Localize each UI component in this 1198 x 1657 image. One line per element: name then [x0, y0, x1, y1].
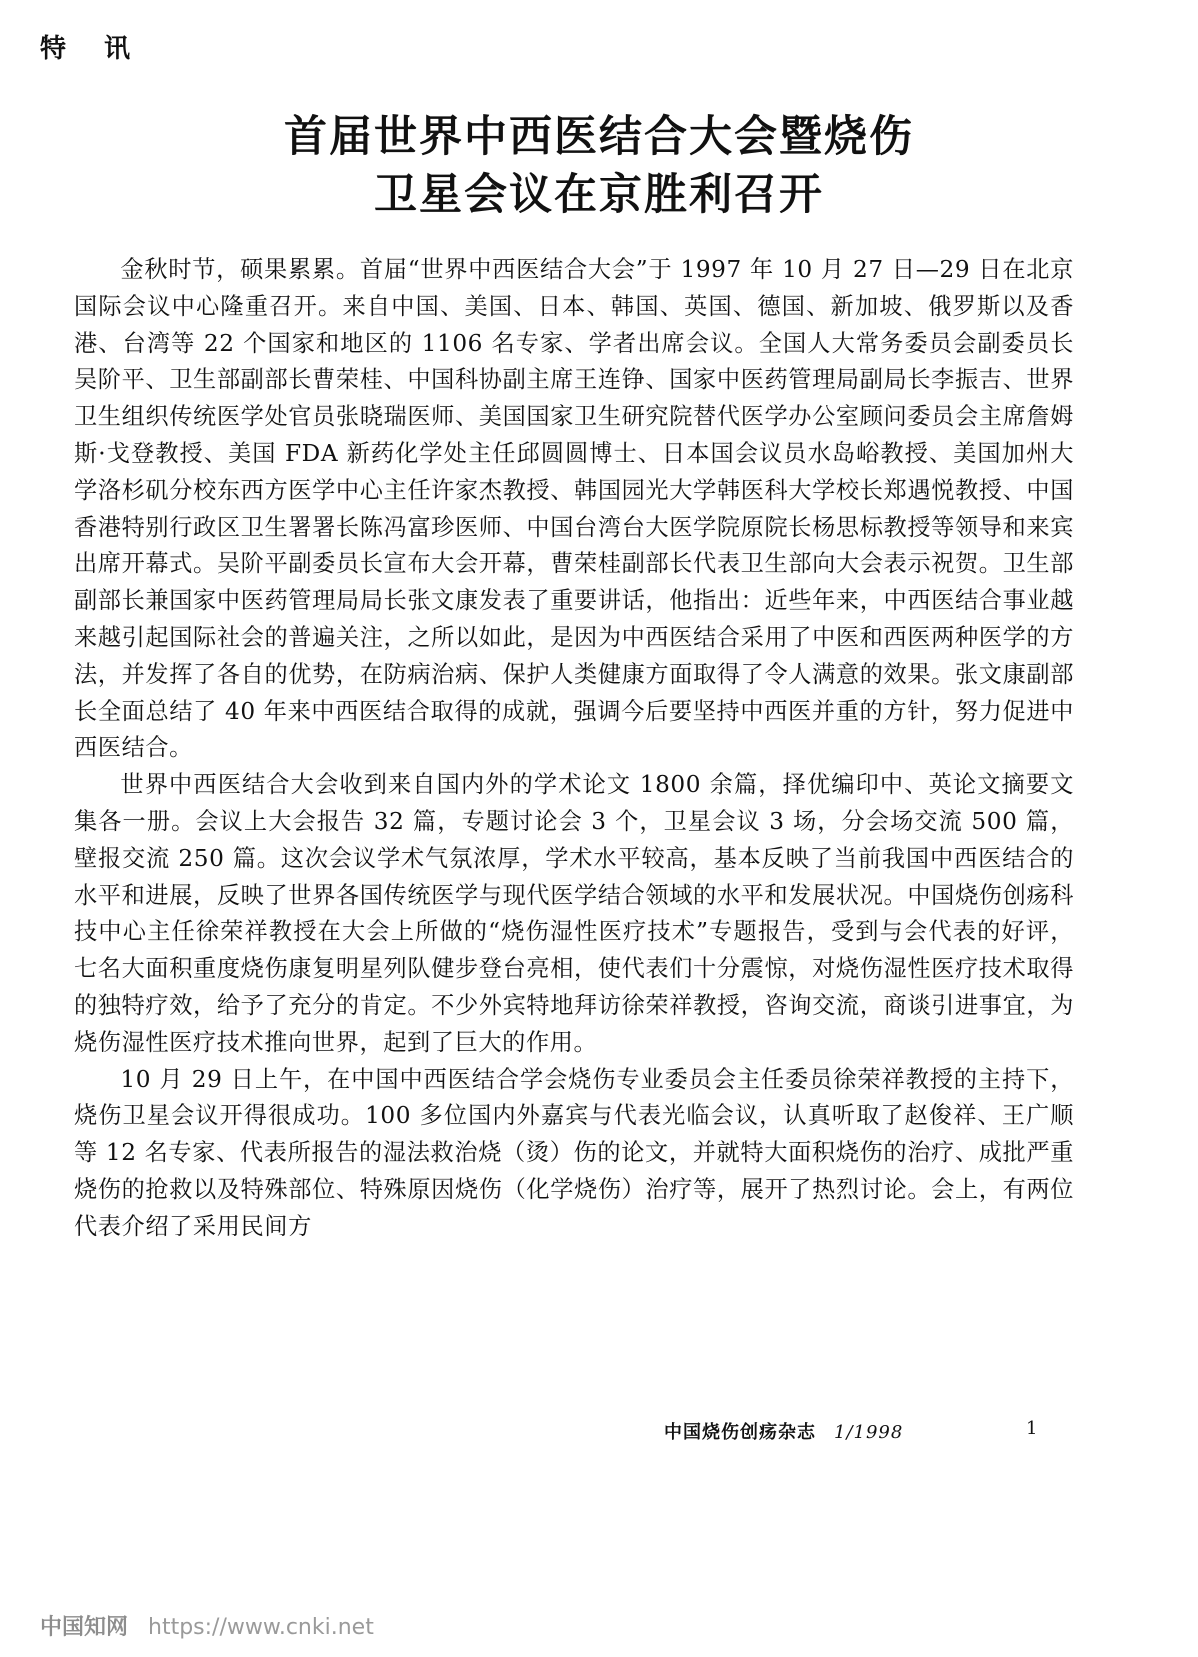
article-paragraph-2: 世界中西医结合大会收到来自国内外的学术论文 1800 余篇，择优编印中、英论文摘要文集各一册。会议上大会报告 32 篇，专题讨论会 3 个，卫星会议 3 场，分会场交流 500 篇，壁报交流 250 篇。这次会议学术气氛浓厚，学术水平较高，基本反映了当前我国中西医结合的水平和进展，反映了世界各国传统医学与现代医学结合领域的水平和发展状况。中国烧伤创疡科技中心主任徐荣祥教授在大会上所做的“烧伤湿性医疗技术”专题报告，受到与会代表的好评，七名大面积重度烧伤康复明星列队健步登台亮相，使代表们十分震惊，对烧伤湿性医疗技术取得的独特疗效，给予了充分的肯定。不少外宾特地拜访徐荣祥教授，咨询交流，商谈引进事宜，为烧伤湿性医疗技术推向世界，起到了巨大的作用。	[74, 771, 1074, 1056]
article-title	[0, 108, 1198, 224]
page-number: 1	[1026, 1418, 1038, 1439]
article-title-line-2: 卫星会议在京胜利召开	[374, 170, 824, 220]
article-body	[74, 252, 1074, 1246]
article-paragraph-1: 金秋时节，硕果累累。首届“世界中西医结合大会”于 1997 年 10 月 27 日—29 日在北京国际会议中心隆重召开。来自中国、美国、日本、韩国、英国、德国、新加坡、俄罗斯以及香港、台湾等 22 个国家和地区的 1106 名专家、学者出席会议。全国人大常务委员会副委员长吴阶平、卫生部副部长曹荣桂、中国科协副主席王连铮、国家中医药管理局副局长李振吉、世界卫生组织传统医学处官员张晓瑞医师、美国国家卫生研究院替代医学办公室顾问委员会主席詹姆斯·戈登教授、美国 FDA 新药化学处主任邱圆圆博士、日本国会议员水岛峪教授、美国加州大学洛杉矶分校东西方医学中心主任许家杰教授、韩国园光大学韩医科大学校长郑遇悦教授、中国香港特别行政区卫生署署长陈冯富珍医师、中国台湾台大医学院原院长杨思标教授等领导和来宾出席开幕式。吴阶平副委员长宣布大会开幕，曹荣桂副部长代表卫生部向大会表示祝贺。卫生部副部长兼国家中医药管理局局长张文康发表了重要讲话，他指出：近些年来，中西医结合事业越来越引起国际社会的普遍关注，之所以如此，是因为中西医结合采用了中医和西医两种医学的方法，并发挥了各自的优势，在防病治病、保护人类健康方面取得了令人满意的效果。张文康副部长全面总结了 40 年来中西医结合取得的成就，强调今后要坚持中西医并重的方针，努力促进中西医结合。	[74, 256, 1074, 762]
journal-name: 中国烧伤创疡杂志	[664, 1422, 816, 1443]
article-title-line-1: 首届世界中西医结合大会暨烧伤	[284, 112, 914, 162]
section-tag: 特讯	[40, 34, 169, 64]
cnki-url[interactable]: https://www.cnki.net	[148, 1615, 374, 1640]
journal-issue: 1/1998	[834, 1422, 904, 1443]
cnki-watermark	[40, 1610, 374, 1641]
article-paragraph-3: 10 月 29 日上午，在中国中西医结合学会烧伤专业委员会主任委员徐荣祥教授的主持下，烧伤卫星会议开得很成功。100 多位国内外嘉宾与代表光临会议，认真听取了赵俊祥、王广顺等 12 名专家、代表所报告的湿法救治烧（烫）伤的论文，并就特大面积烧伤的治疗、成批严重烧伤的抢救以及特殊部位、特殊原因烧伤（化学烧伤）治疗等，展开了热烈讨论。会上，有两位代表介绍了采用民间方	[74, 1065, 1074, 1240]
footer-journal	[664, 1418, 903, 1444]
cnki-brand: 中国知网	[40, 1615, 129, 1640]
